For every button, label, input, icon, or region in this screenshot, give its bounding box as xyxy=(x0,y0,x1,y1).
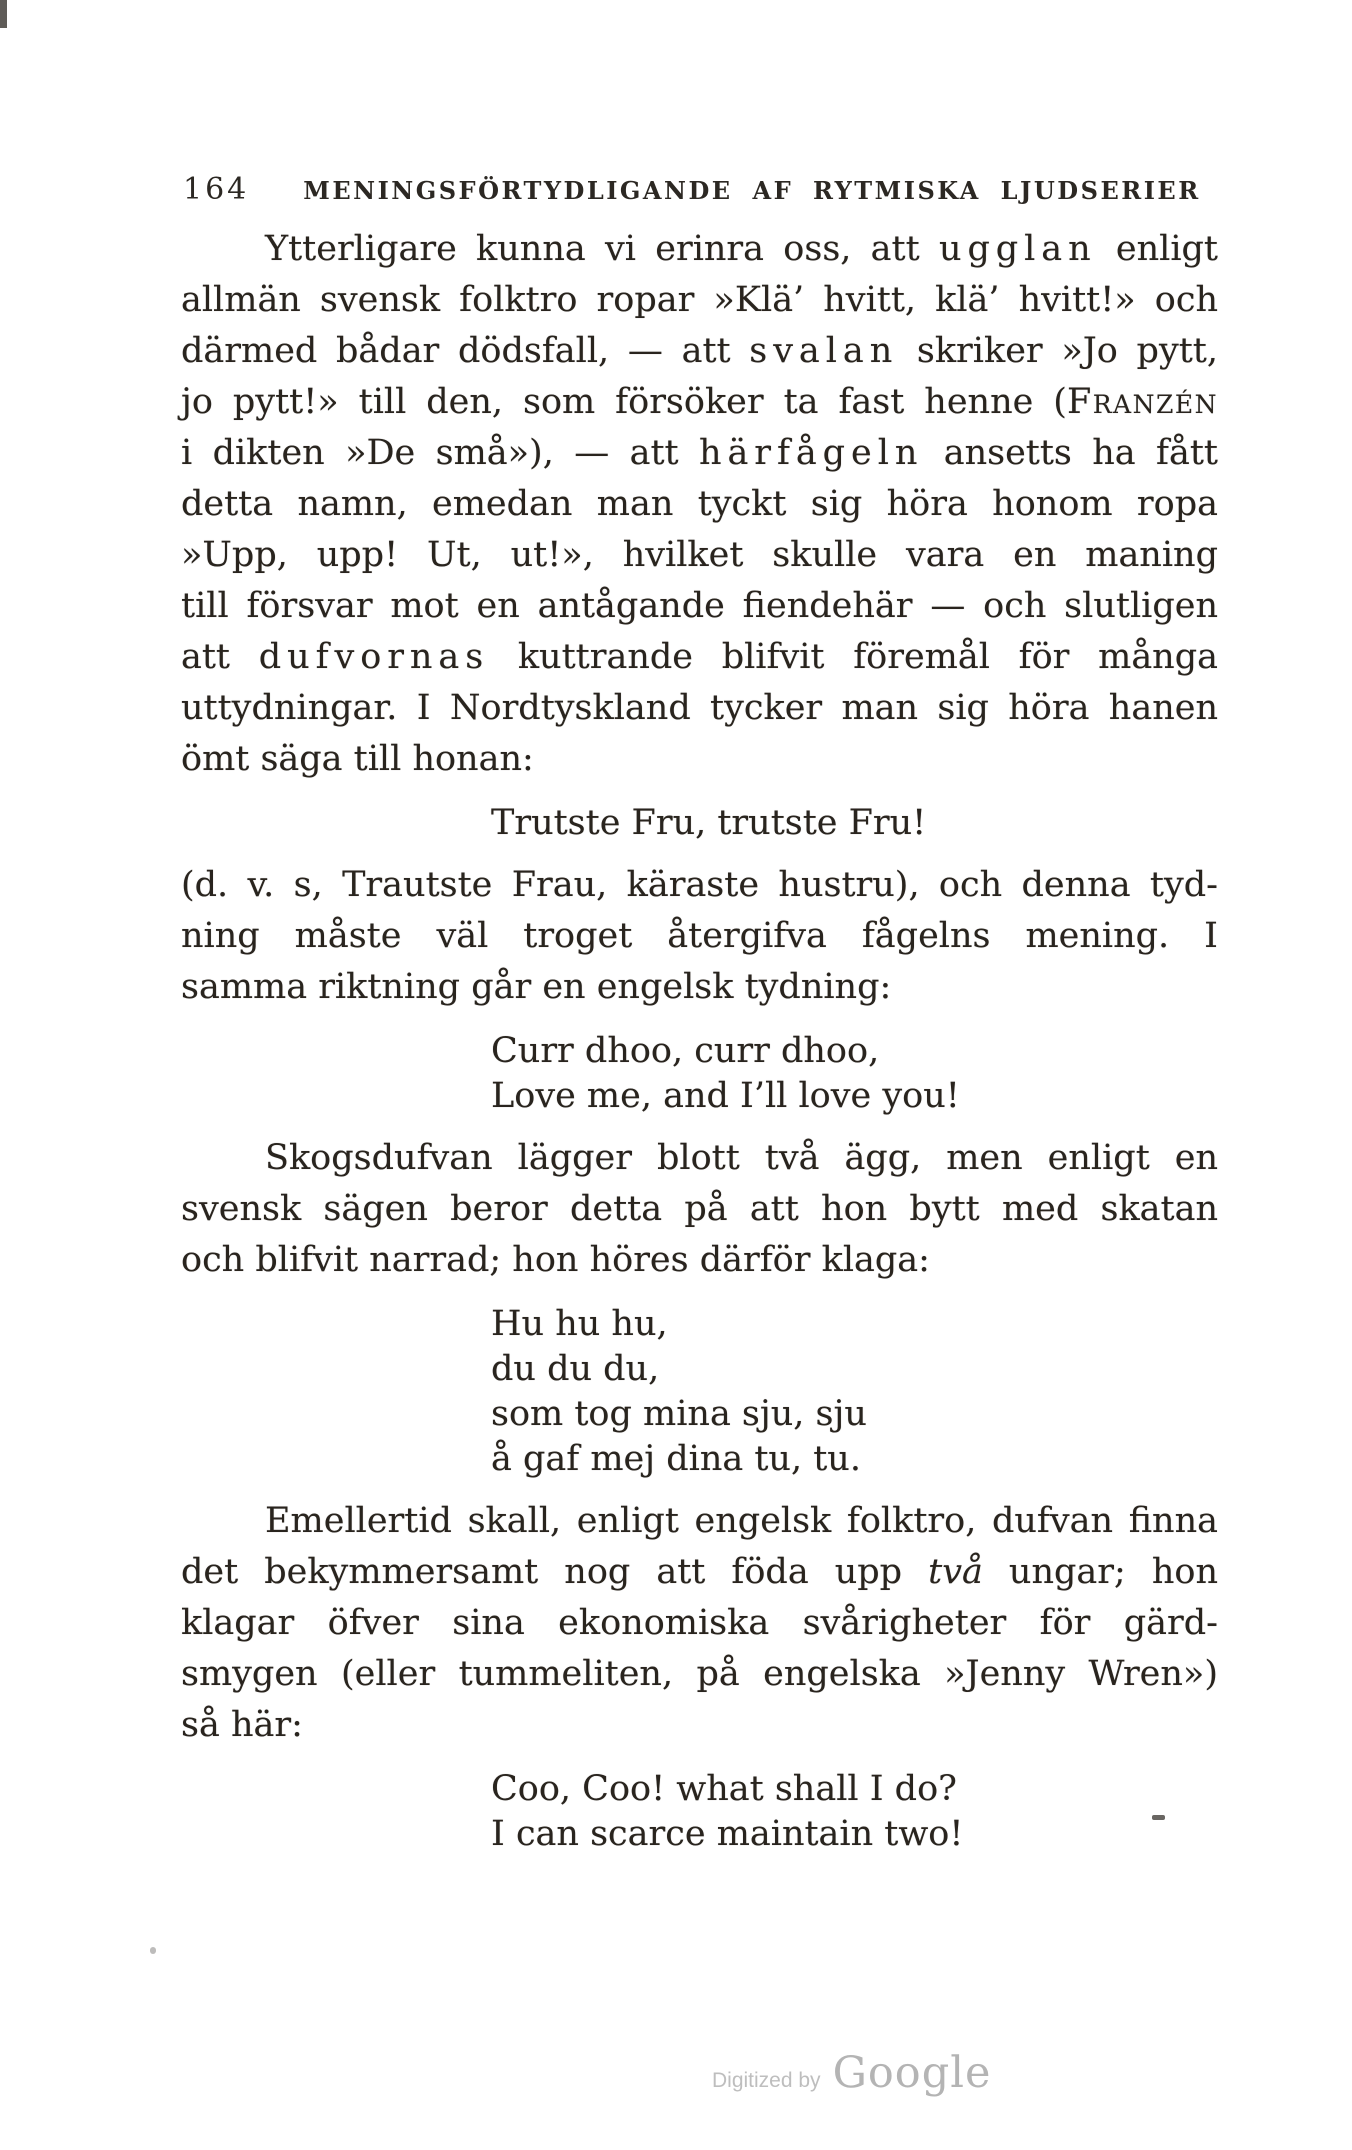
text-line: du du du, xyxy=(491,1349,660,1389)
text-line: (d. v. s, Trautste Frau, käraste hustru), och denna tyd- xyxy=(181,865,1218,905)
text-line: uttydningar. I Nordtyskland tycker man sig höra hanen xyxy=(181,688,1218,728)
text-line: Curr dhoo, curr dhoo, xyxy=(491,1031,880,1071)
text-line: i dikten »De små»), — att härfågeln ansetts ha fått xyxy=(181,433,1218,473)
text-line: Trutste Fru, trutste Fru! xyxy=(491,803,927,843)
digitized-by-watermark xyxy=(712,2048,991,2098)
running-title: MENINGSFÖRTYDLIGANDE AF RYTMISKA LJUDSERIER xyxy=(303,176,1201,205)
text-body xyxy=(181,224,1218,1871)
verse-block xyxy=(491,1302,1218,1482)
paragraph-block xyxy=(181,860,1218,1013)
text-line: Ytterligare kunna vi erinra oss, att ugglan enligt xyxy=(265,229,1218,269)
text-line: till försvar mot en antågande fiendehär — och slutligen xyxy=(181,586,1218,626)
text-line: Love me, and I’ll love you! xyxy=(491,1076,960,1116)
text-line: att dufvornas kuttrande blifvit föremål för många xyxy=(181,637,1218,677)
text-line: smygen (eller tummeliten, på engelska »Jenny Wren») xyxy=(181,1654,1218,1694)
verse-block xyxy=(491,1767,1218,1857)
text-line: svensk sägen beror detta på att hon bytt med skatan xyxy=(181,1189,1218,1229)
paragraph-block xyxy=(181,1496,1218,1751)
scan-artifact xyxy=(0,0,7,28)
scan-artifact xyxy=(150,1947,156,1954)
text-line: allmän svensk folktro ropar »Klä’ hvitt, klä’ hvitt!» och xyxy=(181,280,1218,320)
text-line: jo pytt!» till den, som försöker ta fast henne (Franzén xyxy=(181,382,1218,422)
text-line: detta namn, emedan man tyckt sig höra honom ropa xyxy=(181,484,1218,524)
text-line: I can scarce maintain two! xyxy=(491,1814,964,1854)
text-line: det bekymmersamt nog att föda upp två ungar; hon xyxy=(181,1552,1218,1592)
text-line: Coo, Coo! what shall I do? xyxy=(491,1769,957,1809)
verse-block xyxy=(491,801,1218,846)
scan-artifact xyxy=(1152,1815,1165,1820)
google-logo: Google xyxy=(832,2048,992,2098)
text-line: Emellertid skall, enligt engelsk folktro, dufvan finna xyxy=(265,1501,1218,1541)
running-header xyxy=(183,172,1222,207)
text-line: å gaf mej dina tu, tu. xyxy=(491,1439,861,1479)
text-line: ning måste väl troget återgifva fågelns mening. I xyxy=(181,916,1218,956)
text-line: och blifvit narrad; hon höres därför klaga: xyxy=(181,1240,930,1280)
text-line: Skogsdufvan lägger blott två ägg, men enligt en xyxy=(265,1138,1218,1178)
verse-block xyxy=(491,1029,1218,1119)
text-line: samma riktning går en engelsk tydning: xyxy=(181,967,892,1007)
text-line: klagar öfver sina ekonomiska svårigheter för gärd- xyxy=(181,1603,1218,1643)
watermark-prefix: Digitized by xyxy=(712,2069,821,2092)
paragraph-block xyxy=(181,1133,1218,1286)
text-line: som tog mina sju, sju xyxy=(491,1394,867,1434)
paragraph-block xyxy=(181,224,1218,785)
text-line: Hu hu hu, xyxy=(491,1304,668,1344)
text-line: därmed bådar dödsfall, — att svalan skriker »Jo pytt, xyxy=(181,331,1218,371)
page-number: 164 xyxy=(183,172,250,207)
text-line: ömt säga till honan: xyxy=(181,739,534,779)
text-line: »Upp, upp! Ut, ut!», hvilket skulle vara en maning xyxy=(181,535,1218,575)
text-line: så här: xyxy=(181,1705,303,1745)
